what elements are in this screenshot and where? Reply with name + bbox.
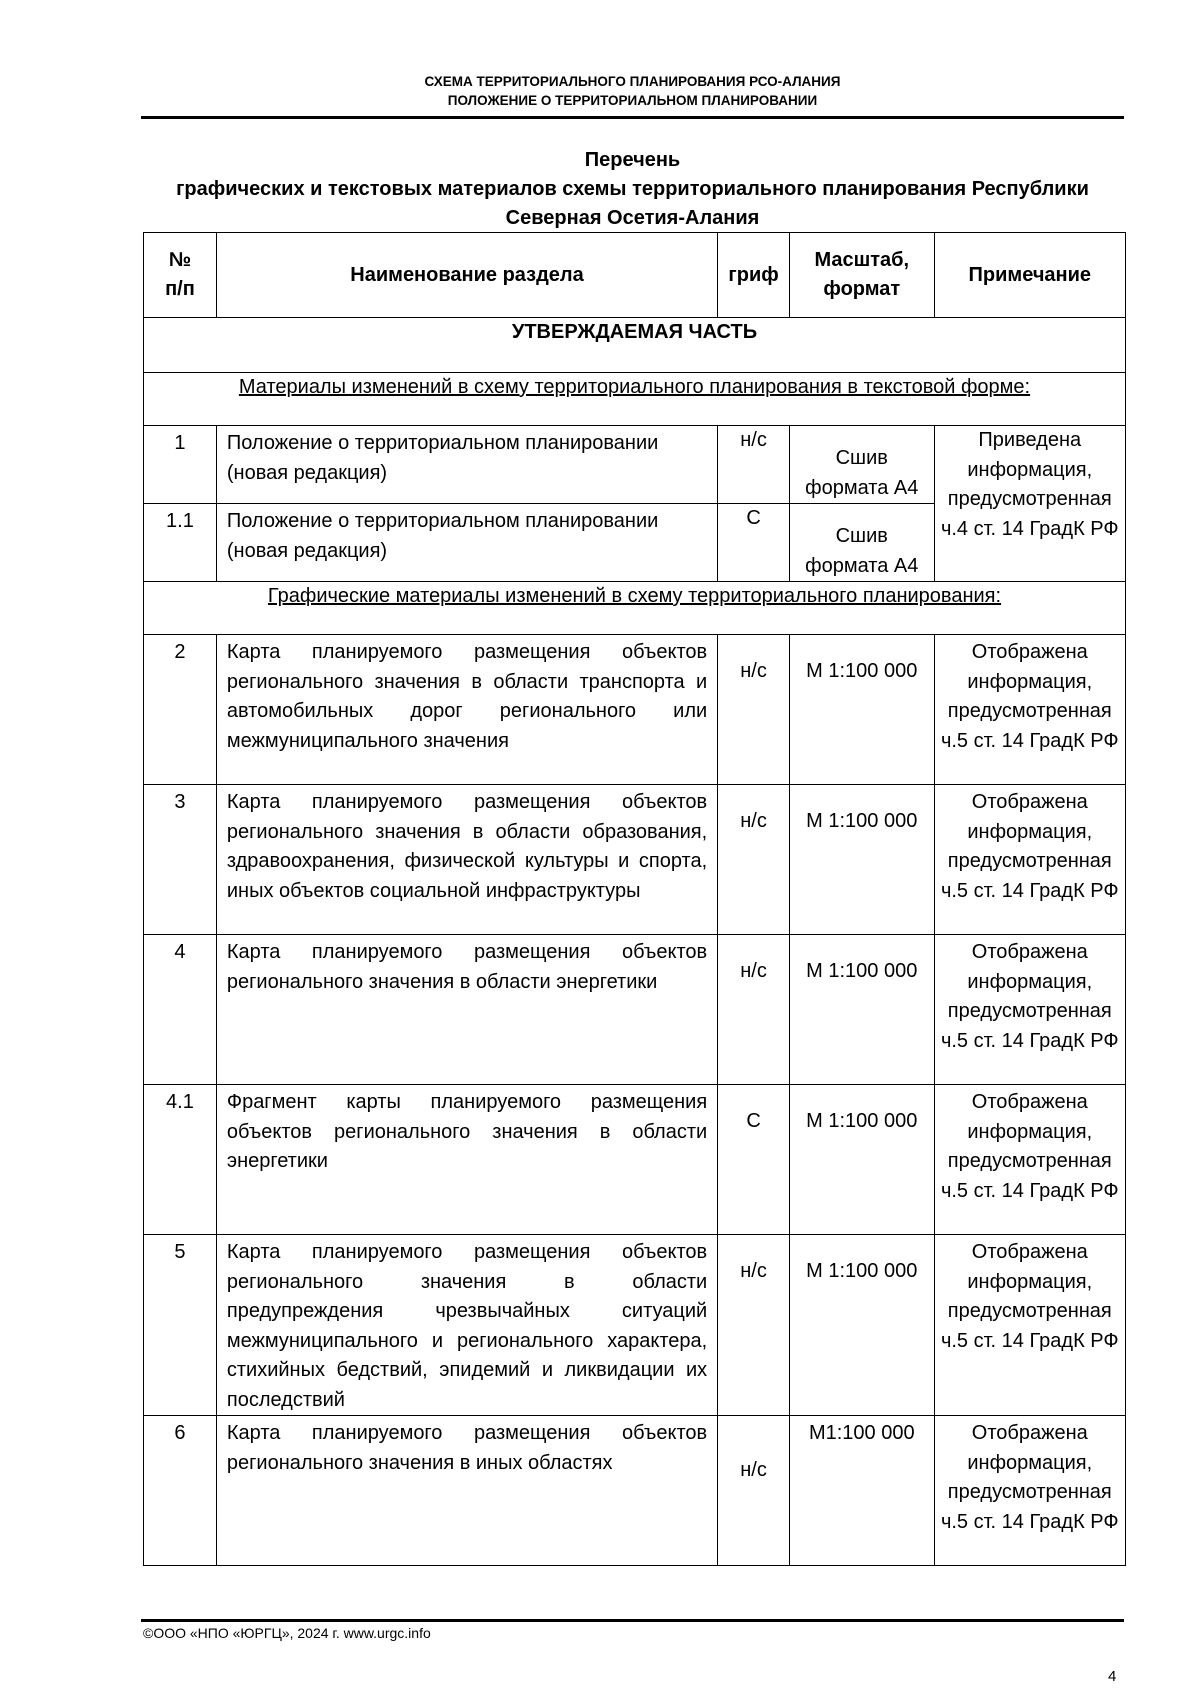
- row-number: 1: [144, 426, 217, 504]
- row-number: 3: [144, 785, 217, 935]
- table-row: [144, 1416, 1126, 1566]
- row-scale: М 1:100 000: [789, 1085, 934, 1235]
- footer-copyright: ©ООО «НПО «ЮРГЦ», 2024 г. www.urgc.info: [143, 1625, 431, 1641]
- row-number: 4: [144, 935, 217, 1085]
- row-note: Отображена информация, предусмотренная ч.5 ст. 14 ГрадК РФ: [934, 935, 1125, 1085]
- page-header: [141, 72, 1124, 110]
- table-row: [144, 1235, 1126, 1416]
- row-scale: М 1:100 000: [789, 1235, 934, 1416]
- row-note: Отображена информация, предусмотренная ч.5 ст. 14 ГрадК РФ: [934, 1235, 1125, 1416]
- row-number: 4.1: [144, 1085, 217, 1235]
- row-scale: М 1:100 000: [789, 935, 934, 1085]
- column-header-grif: гриф: [718, 233, 790, 318]
- page-number: 4: [1108, 1668, 1117, 1685]
- row-name: Положение о территориальном планировании (новая редакция): [216, 504, 717, 582]
- row-name: Карта планируемого размещения объектов регионального значения в области транспорта и автомобильных дорог регионального или межмуниципального значения: [216, 635, 717, 785]
- table-row: [144, 1085, 1126, 1235]
- row-scale-text: Сшив формата А4: [805, 525, 919, 577]
- row-note: Отображена информация, предусмотренная ч.5 ст. 14 ГрадК РФ: [934, 1416, 1125, 1566]
- row-number: 1.1: [144, 504, 217, 582]
- subsection-cell: [144, 373, 1126, 426]
- row-scale: [789, 426, 934, 504]
- table-row: [144, 635, 1126, 785]
- subsection-title: Материалы изменений в схему территориального планирования в текстовой форме:: [238, 376, 1031, 398]
- row-name: Карта планируемого размещения объектов регионального значения в области энергетики: [216, 935, 717, 1085]
- row-name: Фрагмент карты планируемого размещения объектов регионального значения в области энергетики: [216, 1085, 717, 1235]
- row-note: Отображена информация, предусмотренная ч.5 ст. 14 ГрадК РФ: [934, 1085, 1125, 1235]
- subsection-cell: [144, 582, 1126, 635]
- row-name: Карта планируемого размещения объектов регионального значения в иных областях: [216, 1416, 717, 1566]
- row-name: Положение о территориальном планировании (новая редакция): [216, 426, 717, 504]
- table-row: [144, 785, 1126, 935]
- subsection-title: Графические материалы изменений в схему территориального планирования:: [267, 585, 1002, 607]
- header-line-1: СХЕМА ТЕРРИТОРИАЛЬНОГО ПЛАНИРОВАНИЯ РСО-АЛАНИЯ: [424, 74, 841, 89]
- title-line-1: Перечень: [584, 149, 681, 171]
- section-title: УТВЕРЖДАЕМАЯ ЧАСТЬ: [144, 318, 1126, 373]
- subsection-row: [144, 582, 1126, 635]
- table-header-row: [144, 233, 1126, 318]
- header-divider: [141, 116, 1124, 119]
- column-header-number: [144, 233, 217, 318]
- row-note: Отображена информация, предусмотренная ч.5 ст. 14 ГрадК РФ: [934, 785, 1125, 935]
- table-row: [144, 935, 1126, 1085]
- row-grif: С: [718, 1085, 790, 1235]
- row-grif: н/с: [718, 785, 790, 935]
- row-grif: н/с: [718, 1416, 790, 1566]
- title-line-3: Северная Осетия-Алания: [505, 207, 760, 229]
- column-header-scale: [789, 233, 934, 318]
- materials-table: [143, 232, 1126, 1566]
- document-title: [141, 146, 1124, 233]
- row-grif: С: [718, 504, 790, 582]
- row-grif: н/с: [718, 635, 790, 785]
- row-number: 6: [144, 1416, 217, 1566]
- row-scale: М 1:100 000: [789, 785, 934, 935]
- row-name: Карта планируемого размещения объектов регионального значения в области образования, здравоохранения, физической культуры и спорта, иных объектов социальной инфраструктуры: [216, 785, 717, 935]
- subsection-row: [144, 373, 1126, 426]
- title-line-2: графических и текстовых материалов схемы территориального планирования Республики: [176, 178, 1089, 200]
- column-header-label: Масштаб, формат: [814, 249, 910, 300]
- row-name: Карта планируемого размещения объектов регионального значения в области предупреждения чрезвычайных ситуаций межмуниципального и регионального характера, стихийных бедствий, эпидемий и ликвидации их последствий: [216, 1235, 717, 1416]
- row-note: Приведена информация, предусмотренная ч.4 ст. 14 ГрадК РФ: [934, 426, 1125, 582]
- row-scale: М 1:100 000: [789, 635, 934, 785]
- row-grif: н/с: [718, 1235, 790, 1416]
- column-header-label: № п/п: [165, 249, 195, 300]
- column-header-name: Наименование раздела: [216, 233, 717, 318]
- row-grif: н/с: [718, 935, 790, 1085]
- row-number: 2: [144, 635, 217, 785]
- header-line-2: ПОЛОЖЕНИЕ О ТЕРРИТОРИАЛЬНОМ ПЛАНИРОВАНИИ: [447, 93, 818, 108]
- row-scale-text: Сшив формата А4: [805, 447, 919, 499]
- row-grif: н/с: [718, 426, 790, 504]
- row-number: 5: [144, 1235, 217, 1416]
- section-row: [144, 318, 1126, 373]
- table-row: [144, 426, 1126, 504]
- row-note: Отображена информация, предусмотренная ч.5 ст. 14 ГрадК РФ: [934, 635, 1125, 785]
- column-header-note: Примечание: [934, 233, 1125, 318]
- row-scale: [789, 504, 934, 582]
- footer-divider: [141, 1619, 1124, 1622]
- row-scale: М1:100 000: [789, 1416, 934, 1566]
